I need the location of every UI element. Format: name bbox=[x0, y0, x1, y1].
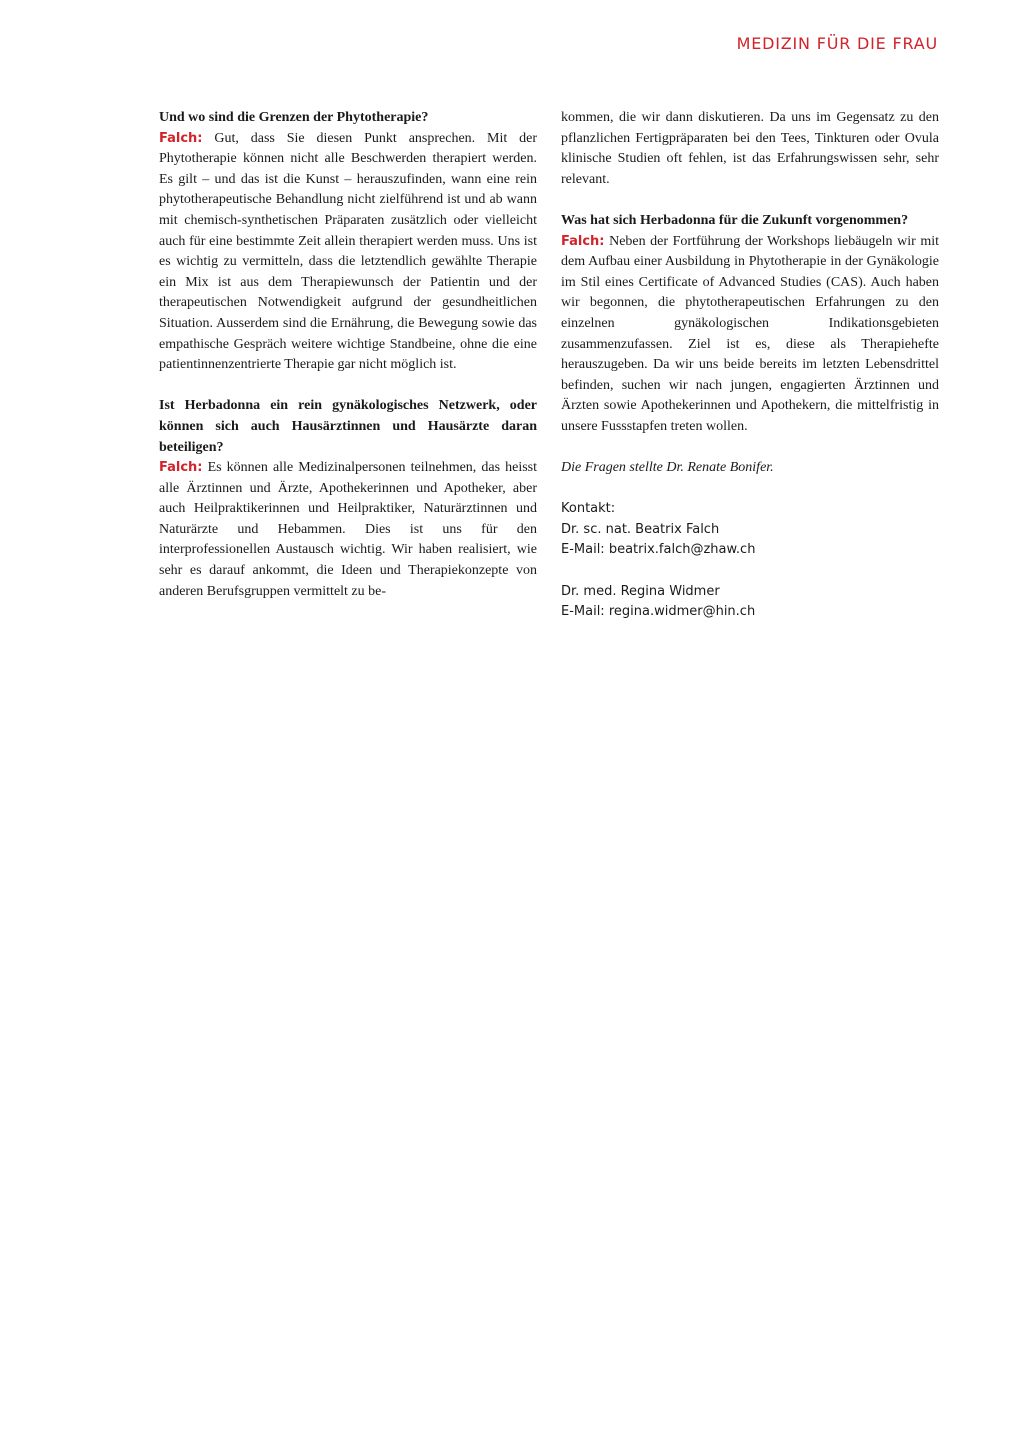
answer-limits-text: Gut, dass Sie diesen Punkt ansprechen. Mit der Phytotherapie können nicht alle Beschwerden therapiert werden. Es gilt – und das ist die Kunst – herauszufinden, wann eine rein phytotherapeutische Behandlung nicht zielführend ist und ab wann mit chemisch-synthetischen Präparaten zusätzlich oder vielleicht auch für eine bestimmte Zeit allein therapiert werden muss. Uns ist es wichtig zu vermitteln, dass die letztendlich gewählte Therapie ein Mix ist aus dem Therapiewunsch der Patientin und der therapeutischen Notwendigkeit aufgrund der gesundheitlichen Situation. Ausserdem sind die Ernährung, die Bewegung sowie das empathische Gespräch weitere wichtige Standbeine, ohne die eine patientinnenzentrierte Therapie gar nicht möglich ist. bbox=[159, 130, 537, 373]
contact-name-widmer: Dr. med. Regina Widmer bbox=[561, 583, 720, 599]
contact-email-widmer: E-Mail: regina.widmer@hin.ch bbox=[561, 604, 756, 620]
speaker-label: Falch: bbox=[159, 460, 203, 476]
question-future: Was hat sich Herbadonna für die Zukunft vorgenommen? bbox=[561, 212, 909, 228]
section-header: MEDIZIN FÜR DIE FRAU bbox=[736, 34, 938, 53]
qa-block-future bbox=[561, 211, 939, 438]
answer-future-text: Neben der Fortführung der Workshops liebäugeln wir mit dem Aufbau einer Ausbildung in Phytotherapie in der Gynäkologie im Stil eines Certificate of Advanced Studies (CAS). Auch haben wir begonnen, die phytotherapeutischen Erfahrungen zu den einzelnen gynäkologischen Indikationsgebieten zusammenzufassen. Ziel ist es, diese als Therapiehefte herauszugeben. Da wir uns beide bereits im letzten Lebensdrittel befinden, suchen wir nach jungen, engagierten Ärztinnen und Ärzten sowie Apothekerinnen und Apothekern, die mittelfristig in unsere Fussstapfen treten wollen. bbox=[561, 233, 939, 434]
answer-limits bbox=[159, 129, 537, 376]
speaker-label: Falch: bbox=[561, 233, 605, 249]
right-column bbox=[561, 108, 939, 623]
answer-network-text: Es können alle Medizinalpersonen teilnehmen, das heisst alle Ärztinnen und Ärzte, Apothekerinnen und Apotheker, aber auch Heilpraktikerinnen und Heilpraktiker, Naturärztinnen und Naturärzte und Hebammen. Dies ist uns für den interprofessionellen Austausch wichtig. Wir haben realisiert, wie sehr es darauf ankommt, die Ideen und Therapiekonzepte von anderen Berufsgruppen vermittelt zu be- bbox=[159, 460, 537, 599]
contact-spacer bbox=[561, 561, 939, 582]
answer-network-continued-text: kommen, die wir dann diskutieren. Da uns im Gegensatz zu den pflanzlichen Fertigpräparaten bei den Tees, Tinkturen oder Ovula klinische Studien oft fehlen, ist das Erfahrungswissen sehr, sehr relevant. bbox=[561, 110, 939, 187]
contact-block bbox=[561, 499, 939, 623]
contact-email-falch: E-Mail: beatrix.falch@zhaw.ch bbox=[561, 542, 756, 558]
interview-credit: Die Fragen stellte Dr. Renate Bonifer. bbox=[561, 460, 774, 476]
speaker-label: Falch: bbox=[159, 130, 203, 146]
answer-network bbox=[159, 458, 537, 602]
contact-name-falch: Dr. sc. nat. Beatrix Falch bbox=[561, 521, 720, 537]
question-limits: Und wo sind die Grenzen der Phytotherapie? bbox=[159, 110, 429, 125]
qa-block-network bbox=[159, 396, 537, 602]
answer-network-continued bbox=[561, 108, 939, 190]
answer-future bbox=[561, 232, 939, 438]
contact-label: Kontakt: bbox=[561, 501, 616, 517]
qa-block-limits bbox=[159, 108, 537, 376]
left-column bbox=[159, 108, 537, 623]
question-network: Ist Herbadonna ein rein gynäkologisches Netzwerk, oder können sich auch Hausärztinnen und Hausärzte daran beteiligen? bbox=[159, 398, 537, 455]
